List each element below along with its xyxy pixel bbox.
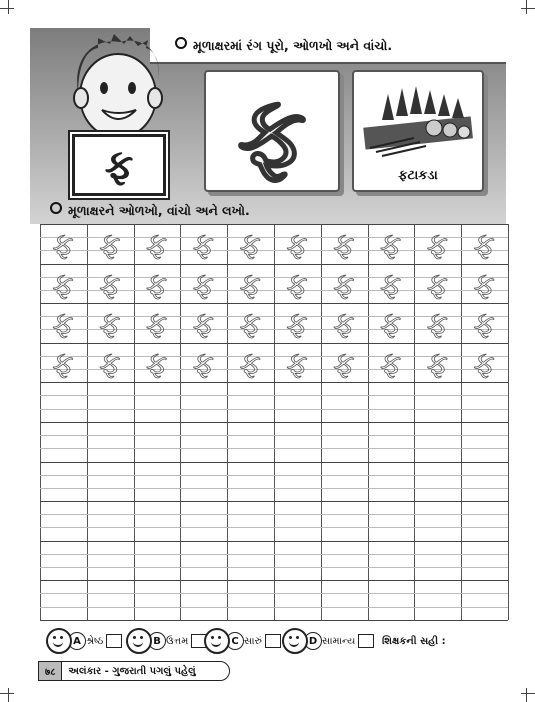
smiley-icon [126,628,152,654]
grade-letter: C [226,632,244,650]
grid-column-line [508,224,509,620]
tracing-letter[interactable]: ફ [239,227,261,262]
tracing-letter[interactable]: ફ [379,227,402,262]
tracing-letter[interactable]: ફ [426,266,449,302]
guide-line [40,514,508,515]
tracing-letter[interactable]: ફ [286,306,308,342]
instruction-practice-text: મૂળાક્ષરને ઓળખો, વાંચો અને લખો. [68,203,250,218]
grid-row-line [40,501,508,502]
tracing-letter[interactable]: ફ [192,306,215,342]
crop-mark [526,688,527,702]
tracing-letter[interactable]: ફ [379,306,402,342]
grade-label: ઉત્તમ [166,635,189,647]
smiley-icon [282,628,308,654]
grade-label: શ્રેષ્ઠ [86,635,104,647]
instruction-top-text: મૂળાક્ષરમાં રંગ પૂરો, ઓળખો અને વાંચો. [193,38,393,53]
tracing-letter[interactable]: ફ [379,266,402,302]
grid-row-line [40,422,508,423]
smiley-icon [46,628,72,654]
tracing-letter[interactable]: ફ [192,266,215,302]
tracing-letter[interactable]: ફ [333,266,355,302]
grade-checkbox[interactable] [358,634,374,648]
guide-line [40,448,508,449]
guide-line [40,435,508,436]
bullet-icon [50,202,62,214]
tracing-letter[interactable]: ફ [192,227,215,262]
grade-c[interactable] [204,628,281,654]
footer-tag [38,661,230,681]
tracing-letter[interactable]: ફ [333,227,355,262]
grid-row-line [40,620,508,621]
guide-line [40,607,508,608]
guide-line [40,488,508,489]
smiley-icon [204,628,230,654]
book-title: અલંકાર - ગુજરાતી પગલું પહેલું [68,665,196,677]
guide-line [40,409,508,410]
outlined-letter: ફ [237,74,307,187]
page-number: ७८ [39,662,62,680]
tracing-letter[interactable]: ફ [145,306,168,342]
grade-label: સામાન્ય [322,635,356,647]
grid-row-line [40,541,508,542]
guide-line [40,593,508,594]
grade-bar [40,628,508,656]
tracing-letter[interactable]: ફ [99,345,121,381]
tracing-letter[interactable]: ફ [473,306,495,342]
grade-label: સારું [244,635,262,647]
slate-letter: ફ [104,141,134,188]
grade-b[interactable] [126,628,207,654]
grade-checkbox[interactable] [265,634,281,648]
crop-mark [526,0,527,14]
tracing-letter[interactable]: ફ [52,345,74,381]
crop-mark [8,0,9,14]
guide-line [40,475,508,476]
tracing-letter[interactable]: ફ [192,345,215,381]
tracing-letter[interactable]: ફ [286,345,308,381]
tracing-letter[interactable]: ફ [379,345,402,381]
grid-row-line [40,462,508,463]
tracing-letter[interactable]: ફ [52,306,74,342]
tracing-letter[interactable]: ફ [426,306,449,342]
tracing-letter[interactable]: ફ [333,306,355,342]
grade-d[interactable] [282,628,374,654]
tracing-letter[interactable]: ફ [99,227,121,262]
guide-line [40,567,508,568]
tracing-letter[interactable]: ફ [473,345,495,381]
firecracker-icon [354,72,482,158]
tracing-letter[interactable]: ફ [99,266,121,302]
instruction-practice [50,202,250,219]
picture-card [352,70,484,192]
tracing-letter[interactable]: ફ [145,345,168,381]
grade-letter: D [304,632,322,650]
picture-caption: ફટાકડા [398,168,438,183]
tracing-letter[interactable]: ફ [426,227,449,262]
letter-card [204,70,340,192]
tracing-letter[interactable]: ફ [286,227,308,262]
instruction-top [175,37,392,54]
tracing-letter[interactable]: ફ [473,266,495,302]
tracing-letter[interactable]: ફ [239,345,261,381]
guide-line [40,554,508,555]
tracing-letter[interactable]: ફ [52,266,74,302]
tracing-letter[interactable]: ફ [473,227,495,262]
tracing-letter[interactable]: ફ [286,266,308,302]
guide-line [40,395,508,396]
tracing-letter[interactable]: ફ [99,306,121,342]
tracing-letter[interactable]: ફ [145,266,168,302]
crop-mark [521,8,535,9]
crop-mark [0,8,14,9]
tracing-letter[interactable]: ફ [426,345,449,381]
grid-row-line [40,580,508,581]
teacher-signature: શિક્ષકની સહી : [382,635,446,647]
slate-board [72,134,166,196]
crop-mark [0,693,14,694]
grade-a[interactable] [46,628,122,654]
tracing-letter[interactable]: ફ [333,345,355,381]
crop-mark [521,693,535,694]
writing-grid [40,224,508,620]
grade-letter: A [68,632,86,650]
grade-letter: B [148,632,166,650]
guide-line [40,527,508,528]
tracing-letter[interactable]: ફ [52,227,74,262]
tracing-letter[interactable]: ફ [239,266,261,302]
tracing-letter[interactable]: ફ [145,227,168,262]
tracing-letter[interactable]: ફ [239,306,261,342]
grade-checkbox[interactable] [106,634,122,648]
crop-mark [8,688,9,702]
